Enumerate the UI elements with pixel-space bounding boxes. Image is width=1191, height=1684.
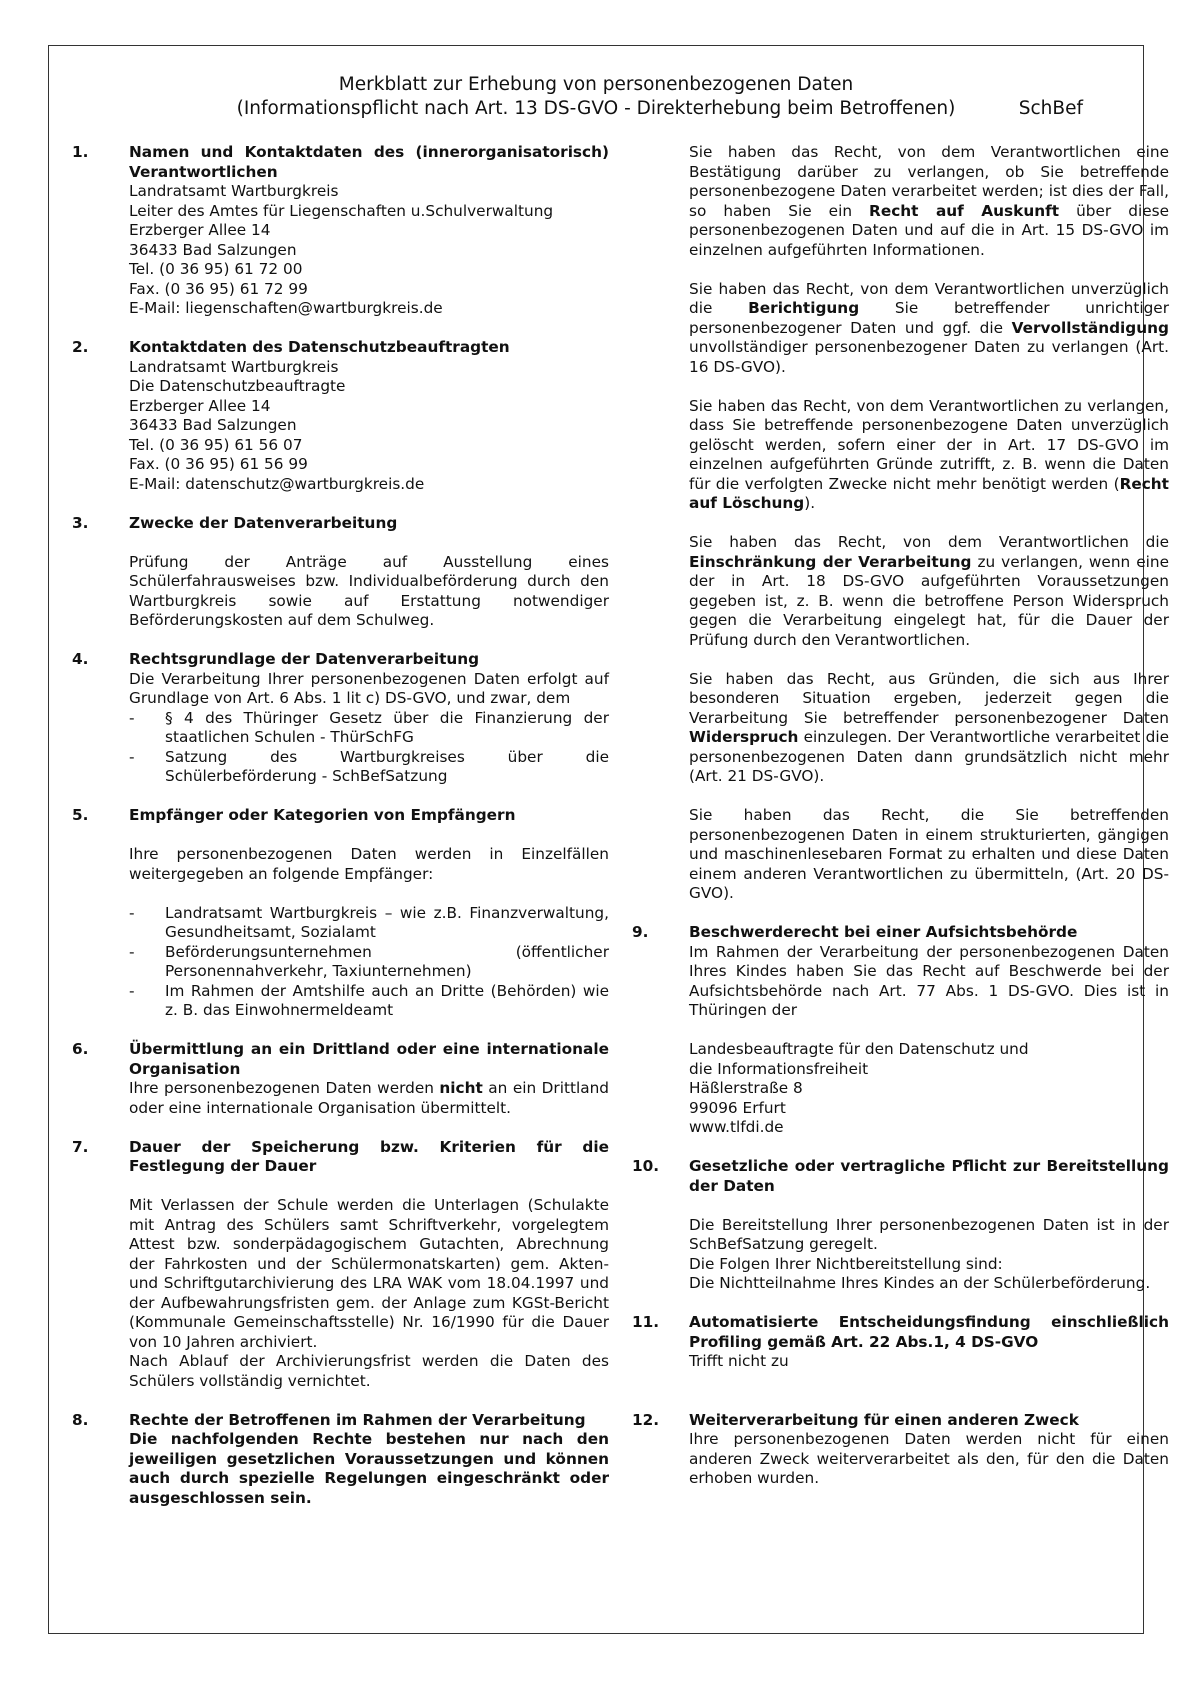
section-number: 10. — [632, 1157, 660, 1175]
section-heading: Zwecke der Datenverarbeitung — [129, 513, 398, 532]
address-line: 99096 Erfurt — [689, 1098, 786, 1117]
section-8-continued — [632, 143, 1169, 904]
section-3 — [72, 514, 609, 631]
section-subheading: Die nachfolgenden Rechte bestehen nur nach den jeweiligen gesetzlichen Voraussetzungen und können auch durch spezielle Regelungen eingeschränkt oder ausgeschlossen sein. — [129, 1430, 609, 1507]
address-line: Häßlerstraße 8 — [689, 1079, 803, 1097]
section-7 — [72, 1138, 609, 1392]
address-line: Erzberger Allee 14 — [129, 221, 271, 239]
address-line: Leiter des Amtes für Liegenschaften u.Schulverwaltung — [129, 201, 554, 220]
address-line: die Informationsfreiheit — [689, 1059, 869, 1078]
section-number: 3. — [72, 513, 89, 532]
list-item: - Beförderungsunternehmen (öffentlicher Personennahverkehr, Taxiunternehmen) — [129, 943, 609, 982]
right-erasure-paragraph: Sie haben das Recht, von dem Verantwortlichen zu verlangen, dass Sie betreffende personenbezogene Daten unverzüglich gelöscht werden, sofern einer der in Art. 17 DS-GVO im einzelnen aufgeführten Gründe zutrifft, z. B. wenn die Daten für die verfolgten Zwecke nicht mehr benötigt werden (Recht auf Löschung). — [689, 396, 1169, 512]
section-number: 8. — [72, 1410, 89, 1429]
website-line: www.tlfdi.de — [689, 1118, 784, 1136]
section-number: 5. — [72, 806, 89, 824]
email-line: E-Mail: datenschutz@wartburgkreis.de — [129, 474, 425, 493]
form-code: SchBef — [1018, 98, 1083, 119]
section-5 — [72, 806, 609, 1021]
phone-line: Tel. (0 36 95) 61 72 00 — [129, 260, 303, 278]
section-heading: Weiterverarbeitung für einen anderen Zweck — [689, 1410, 1079, 1429]
title-line-2: (Informationspflicht nach Art. 13 DS-GVO - Direkterhebung beim Betroffenen) — [236, 98, 956, 119]
list-item: - Im Rahmen der Amtshilfe auch an Dritte (Behörden) wie z. B. das Einwohnermeldeamt — [129, 982, 609, 1021]
page-frame — [48, 45, 1169, 1634]
fax-line: Fax. (0 36 95) 61 72 99 — [129, 279, 308, 298]
right-objection-paragraph: Sie haben das Recht, aus Gründen, die sich aus Ihrer besonderen Situation ergeben, jederzeit gegen die Verarbeitung Sie betreffender personenbezogener Daten Widerspruch einzulegen. Der Verantwortliche verarbeitet die personenbezogenen Daten dann grundsätzlich nicht mehr (Art. 21 DS-GVO). — [689, 669, 1169, 785]
right-restriction-paragraph: Sie haben das Recht, von dem Verantwortlichen die Einschränkung der Verarbeitung zu verlangen, wenn eine der in Art. 18 DS-GVO aufgeführten Voraussetzungen gegeben ist, z. B. wenn die betroffene Person Widerspruch gegen die Verarbeitung eingelegt hat, für die Dauer der Prüfung durch den Verantwortlichen. — [689, 533, 1169, 649]
section-text: Mit Verlassen der Schule werden die Unterlagen (Schulakte mit Antrag des Schülers samt Schriftverkehr, vorgelegtem Attest bzw. sonderpädagogischem Gutachten, Abrechnung der Fahrkosten und der Schülermonatskarten) gem. Akten- und Schriftgutarchivierung des LRA WAK vom 18.04.1997 und der Aufbewahrungsfristen gem. der Anlage zum KGSt-Bericht (Kommunale Gemeinschaftsstelle) Nr. 16/1990 für die Dauer von 10 Jahren archiviert. — [129, 1196, 609, 1351]
section-number: 11. — [632, 1313, 660, 1331]
section-number: 9. — [632, 923, 649, 941]
section-heading: Gesetzliche oder vertragliche Pflicht zur Bereitstellung der Daten — [689, 1157, 1169, 1195]
section-10 — [632, 1157, 1169, 1294]
section-text: Nach Ablauf der Archivierungsfrist werden die Daten des Schülers vollständig vernichtet. — [129, 1352, 609, 1390]
section-4 — [72, 650, 609, 787]
address-line: Landratsamt Wartburgkreis — [129, 182, 339, 200]
list-item: - § 4 des Thüringer Gesetz über die Finanzierung der staatlichen Schulen - ThürSchFG — [129, 709, 609, 748]
section-number: 1. — [72, 143, 89, 161]
right-access-paragraph: Sie haben das Recht, von dem Verantwortlichen eine Bestätigung darüber zu verlangen, ob Sie betreffende personenbezogene Daten verarbeitet werden; ist dies der Fall, so haben Sie ein Recht auf Auskunft über diese personenbezogenen Daten und auf die in Art. 15 DS-GVO im einzelnen aufgeführten Informationen. — [689, 143, 1169, 259]
section-text: Die Bereitstellung Ihrer personenbezogenen Daten ist in der SchBefSatzung geregelt. — [689, 1215, 1169, 1253]
list-item: - Landratsamt Wartburgkreis – wie z.B. Finanzverwaltung, Gesundheitsamt, Sozialamt — [129, 904, 609, 943]
section-number: 12. — [632, 1410, 660, 1429]
section-text: Die Folgen Ihrer Nichtbereitstellung sind: — [689, 1254, 1003, 1273]
address-line: Landratsamt Wartburgkreis — [129, 357, 339, 376]
emphasis: nicht — [439, 1079, 483, 1097]
section-heading: Rechte der Betroffenen im Rahmen der Verarbeitung — [129, 1410, 586, 1429]
section-2 — [72, 338, 609, 494]
legal-basis-list — [129, 709, 609, 787]
section-number: 7. — [72, 1137, 89, 1156]
section-heading: Übermittlung an ein Drittland oder eine internationale Organisation — [129, 1040, 609, 1078]
section-number: 6. — [72, 1040, 89, 1058]
section-number: 4. — [72, 650, 89, 668]
address-line: Erzberger Allee 14 — [129, 396, 271, 415]
section-12 — [632, 1411, 1169, 1489]
section-text: Ihre personenbezogenen Daten werden nicht an ein Drittland oder eine internationale Organisation übermittelt. — [129, 1079, 609, 1117]
page-title — [49, 73, 1143, 121]
section-heading: Namen und Kontaktdaten des (innerorganisatorisch) Verantwortlichen — [129, 143, 609, 181]
section-1 — [72, 143, 609, 319]
section-heading: Empfänger oder Kategorien von Empfängern — [129, 806, 516, 824]
section-heading: Kontaktdaten des Datenschutzbeauftragten — [129, 338, 510, 356]
section-11 — [632, 1313, 1169, 1372]
section-text: Die Verarbeitung Ihrer personenbezogenen Daten erfolgt auf Grundlage von Art. 6 Abs. 1 lit c) DS-GVO, und zwar, dem — [129, 669, 609, 707]
section-text: Trifft nicht zu — [689, 1352, 789, 1370]
section-heading: Automatisierte Entscheidungsfindung einschließlich Profiling gemäß Art. 22 Abs.1, 4 DS-GVO — [689, 1313, 1169, 1351]
section-text: Prüfung der Anträge auf Ausstellung eines Schülerfahrausweises bzw. Individualbeförderung durch den Wartburgkreis sowie auf Erstattung notwendiger Beförderungskosten auf dem Schulweg. — [129, 552, 609, 629]
right-rectification-paragraph: Sie haben das Recht, von dem Verantwortlichen unverzüglich die Berichtigung Sie betreffender unrichtiger personenbezogener Daten und ggf. die Vervollständigung unvollständiger personenbezogener Daten zu verlangen (Art. 16 DS-GVO). — [689, 279, 1169, 376]
left-column — [72, 143, 609, 1508]
right-column — [632, 143, 1169, 1489]
phone-line: Tel. (0 36 95) 61 56 07 — [129, 435, 303, 454]
fax-line: Fax. (0 36 95) 61 56 99 — [129, 455, 308, 473]
section-8 — [72, 1411, 609, 1509]
section-heading: Beschwerderecht bei einer Aufsichtsbehörde — [689, 923, 1078, 941]
section-heading: Dauer der Speicherung bzw. Kriterien für die Festlegung der Dauer — [129, 1137, 609, 1175]
section-heading: Rechtsgrundlage der Datenverarbeitung — [129, 650, 480, 668]
section-number: 2. — [72, 338, 89, 356]
section-9 — [632, 923, 1169, 1138]
section-text: Ihre personenbezogenen Daten werden nicht für einen anderen Zweck weiterverarbeitet als den, für den die Daten erhoben wurden. — [689, 1430, 1169, 1487]
recipient-list — [129, 904, 609, 1021]
section-text: Im Rahmen der Verarbeitung der personenbezogenen Daten Ihres Kindes haben Sie das Recht auf Beschwerde bei der Aufsichtsbehörde nach Art. 77 Abs. 1 DS-GVO. Dies ist in Thüringen der — [689, 942, 1169, 1019]
address-line: Landesbeauftragte für den Datenschutz und — [689, 1040, 1029, 1058]
address-line: 36433 Bad Salzungen — [129, 240, 297, 259]
section-text: Die Nichtteilnahme Ihres Kindes an der Schülerbeförderung. — [689, 1274, 1151, 1292]
email-line: E-Mail: liegenschaften@wartburgkreis.de — [129, 299, 443, 317]
section-6 — [72, 1040, 609, 1118]
address-line: Die Datenschutzbeauftragte — [129, 377, 346, 395]
title-line-1: Merkblatt zur Erhebung von personenbezogenen Daten — [338, 74, 854, 95]
right-portability-paragraph: Sie haben das Recht, die Sie betreffenden personenbezogenen Daten in einem strukturierten, gängigen und maschinenlesebaren Format zu erhalten und diese Daten einem anderen Verantwortlichen zu übermitteln, (Art. 20 DS-GVO). — [689, 806, 1169, 902]
list-item: - Satzung des Wartburgkreises über die Schülerbeförderung - SchBefSatzung — [129, 748, 609, 787]
section-text: Ihre personenbezogenen Daten werden in Einzelfällen weitergegeben an folgende Empfänger: — [129, 845, 609, 883]
address-line: 36433 Bad Salzungen — [129, 416, 297, 434]
